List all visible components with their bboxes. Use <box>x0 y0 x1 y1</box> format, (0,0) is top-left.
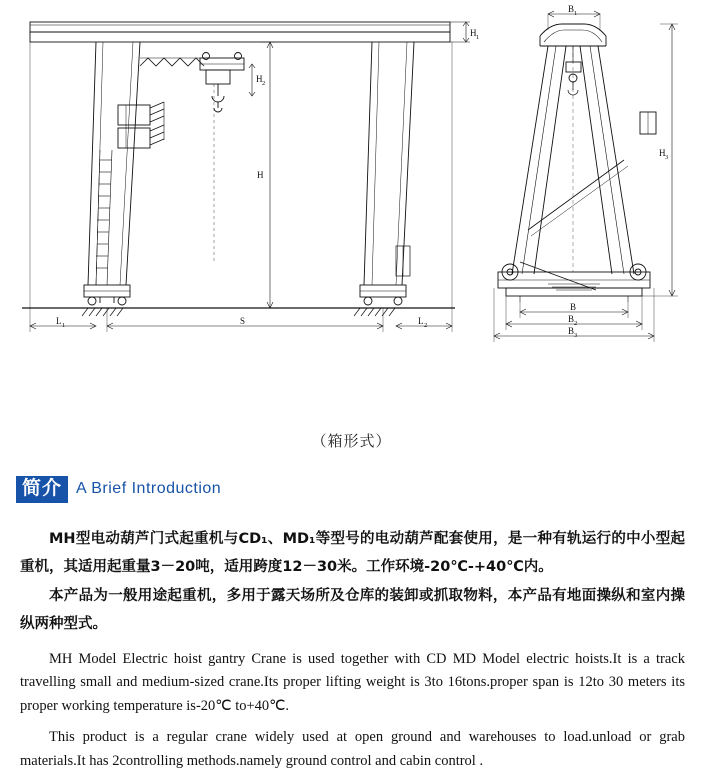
dim-label-B1-top: B <box>568 4 575 14</box>
dim-label-B3: B <box>568 326 575 336</box>
chinese-body <box>20 525 685 638</box>
dim-label-H: H <box>257 170 264 180</box>
section-heading <box>16 476 221 503</box>
dim-label-B: B <box>570 302 577 312</box>
dim-label-B1-top-sub: 1 <box>574 10 578 17</box>
technical-drawing <box>0 0 703 360</box>
dim-label-L2: L <box>418 316 424 326</box>
dim-label-H3-sub: 3 <box>665 154 669 161</box>
dim-label-H2-sub: 2 <box>262 80 266 87</box>
dim-label-B3-sub: 3 <box>574 332 578 339</box>
dim-label-L2-sub: 2 <box>424 322 428 329</box>
english-paragraph-2: This product is a regular crane widely used at open ground and warehouses to load.unload or grab materials.It has 2controlling methods.namely ground control and cabin control . <box>20 729 685 769</box>
figure-caption: （箱形式） <box>311 432 392 450</box>
dim-label-H1-sub: 1 <box>476 34 480 41</box>
dim-label-B2: B <box>568 314 575 324</box>
dim-label-L1-sub: 1 <box>62 322 66 329</box>
dim-label-H1: H <box>470 28 477 38</box>
chinese-paragraph-2: 本产品为一般用途起重机，多用于露天场所及仓库的装卸或抓取物料，本产品有地面操纵和室内操纵两种型式。 <box>20 587 685 632</box>
section-title-en: A Brief Introduction <box>76 480 222 498</box>
english-paragraph-1: MH Model Electric hoist gantry Crane is used together with CD MD Model electric hoists.It is a track travelling small and medium-sized crane.Its proper lifting weight is 3to 16tons.proper span is 12to 30 meters its proper working temperature is-20℃ to+40℃. <box>20 651 685 714</box>
dim-label-B2-sub: 2 <box>574 320 578 327</box>
dim-label-L1: L <box>56 316 62 326</box>
dim-label-H2: H <box>256 74 263 84</box>
section-title-cn: 简介 <box>16 476 68 503</box>
dim-label-H3: H <box>659 148 666 158</box>
dim-label-S: S <box>240 316 246 326</box>
english-body <box>20 648 685 781</box>
chinese-paragraph-1: MH型电动葫芦门式起重机与CD₁、MD₁等型号的电动葫芦配套使用，是一种有轨运行的中小型起重机，其适用起重量3－20吨，适用跨度12－30米。工作环境-20℃-+40℃内。 <box>20 531 685 576</box>
